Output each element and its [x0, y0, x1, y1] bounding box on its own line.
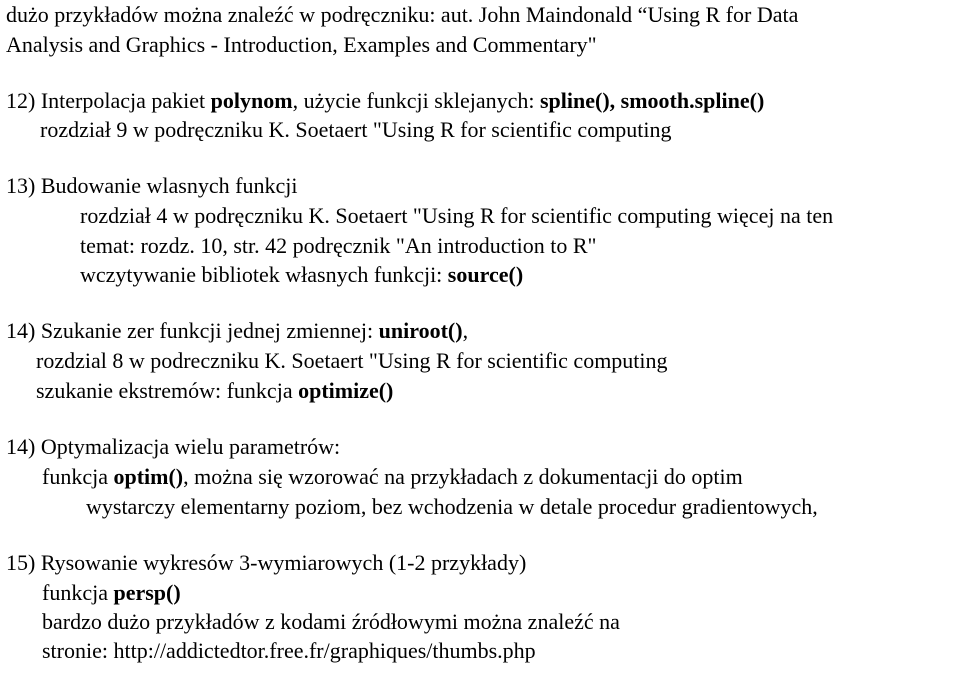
code-source: source() [447, 262, 524, 287]
item-13-source [80, 262, 523, 288]
code-optim: optim() [113, 464, 184, 489]
item-15-persp [42, 580, 181, 606]
item-12-reference [40, 117, 672, 143]
item-13-reference-2 [80, 233, 597, 259]
text-line-intro-1 [6, 2, 798, 28]
item-15-heading [6, 550, 526, 576]
code-spline: spline(), smooth.spline() [539, 88, 765, 113]
item-15-url [42, 638, 536, 664]
text: rozdzial 8 w podreczniku K. Soetaert "Using R for scientific computing [36, 348, 668, 373]
text: rozdział 4 w podręczniku K. Soetaert "Using R for scientific computing więcej na ten [80, 203, 834, 228]
text: wystarczy elementarny poziom, bez wchodzenia w detale procedur gradientowych, [86, 494, 818, 519]
text: wczytywanie bibliotek własnych funkcji: [80, 262, 448, 287]
text: 14) Szukanie zer funkcji jednej zmiennej: [6, 318, 379, 343]
text: temat: rozdz. 10, str. 42 podręcznik "An introduction to R" [80, 233, 597, 258]
item-13-heading [6, 173, 297, 199]
text-line-intro-2 [6, 32, 597, 58]
text: 13) Budowanie wlasnych funkcji [6, 173, 298, 198]
item-14-optimize [36, 378, 393, 404]
item-14-heading [6, 318, 468, 344]
text: bardzo dużo przykładów z kodami źródłowymi można znaleźć na [42, 609, 620, 634]
text: szukanie ekstremów: funkcja [36, 378, 299, 403]
item-13-reference-1 [80, 203, 833, 229]
text: rozdział 9 w podręczniku K. Soetaert "Using R for scientific computing [40, 117, 672, 142]
code-optimize: optimize() [298, 378, 394, 403]
item-14b-note [86, 494, 818, 520]
text: funkcja [42, 464, 114, 489]
text: , użycie funkcji sklejanych: [292, 88, 540, 113]
item-15-examples [42, 609, 620, 635]
text: 14) Optymalizacja wielu parametrów: [6, 434, 341, 459]
code-polynom: polynom [210, 88, 293, 113]
item-14b-heading [6, 434, 340, 460]
item-14-reference [36, 348, 668, 374]
text: Analysis and Graphics - Introduction, Examples and Commentary" [6, 32, 597, 57]
text: , [462, 318, 469, 343]
text: 15) Rysowanie wykresów 3-wymiarowych (1-2 przykłady) [6, 550, 527, 575]
text: dużo przykładów można znaleźć w podręczniku: aut. John Maindonald “Using R for Data [6, 2, 799, 27]
text: 12) Interpolacja pakiet [6, 88, 211, 113]
item-14b-optim [42, 464, 743, 490]
item-12-heading [6, 88, 764, 114]
text: stronie: http://addictedtor.free.fr/graphiques/thumbs.php [42, 638, 536, 663]
text: , można się wzorować na przykładach z dokumentacji do optim [183, 464, 743, 489]
text: funkcja [42, 580, 114, 605]
code-uniroot: uniroot() [378, 318, 463, 343]
code-persp: persp() [113, 580, 181, 605]
